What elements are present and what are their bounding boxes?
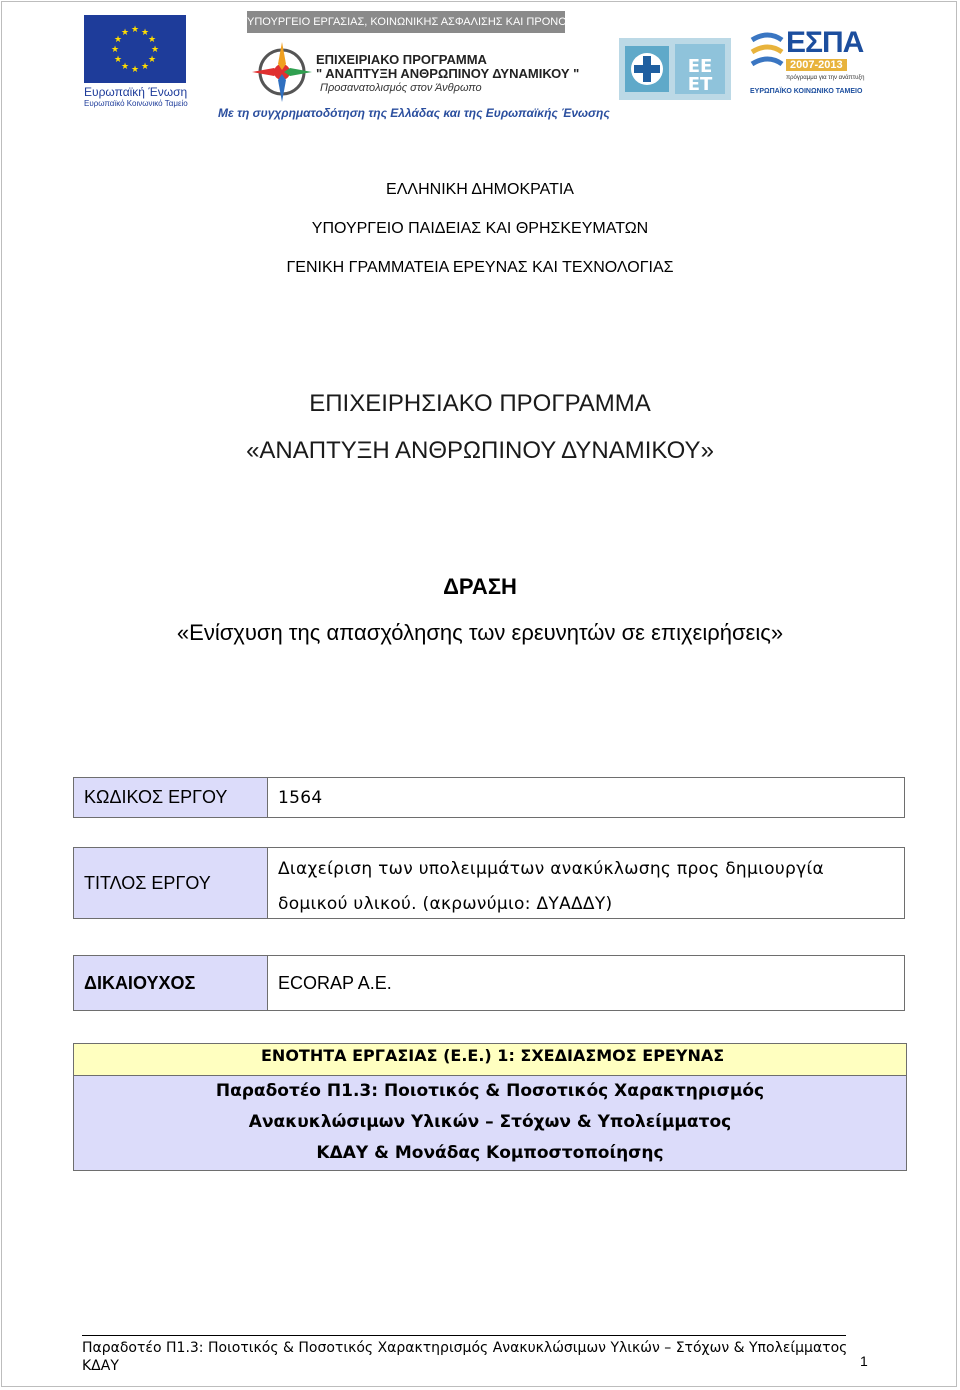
- espa-logo-title: ΕΣΠΑ: [786, 26, 864, 59]
- svg-text:★: ★: [110, 45, 120, 55]
- espa-logo-subtitle: πρόγραμμα για την ανάπτυξη: [786, 75, 865, 81]
- beneficiary-row: [73, 955, 905, 1011]
- eu-logo: [84, 15, 188, 107]
- eeet-logo-icon: [619, 38, 731, 100]
- espa-logo-years: 2007-2013: [786, 59, 847, 71]
- gov-line-secretariat: ΓΕΝΙΚΗ ΓΡΑΜΜΑΤΕΙΑ ΕΡΕΥΝΑΣ ΚΑΙ ΤΕΧΝΟΛΟΓΙΑΣ: [286, 259, 674, 276]
- svg-text:★: ★: [120, 28, 130, 38]
- eu-flag-icon: [84, 15, 186, 83]
- ep-logo-title: ΕΠΙΧΕΙΡΙΑΚΟ ΠΡΟΓΡΑΜΜΑ: [316, 52, 487, 67]
- footer-text: Παραδοτέο Π1.3: Ποιοτικός & Ποσοτικός Χαρακτηρισμός Ανακυκλώσιμων Υλικών – Στόχων & Υπολείμματος ΚΔΑΥ: [82, 1340, 848, 1374]
- ep-logo-subtitle: " ΑΝΑΠΤΥΞΗ ΑΝΘΡΩΠΙΝΟΥ ΔΥΝΑΜΙΚΟΥ ": [316, 66, 580, 81]
- project-title-row: [73, 847, 905, 919]
- programme-name: «ΑΝΑΠΤΥΞΗ ΑΝΘΡΩΠΙΝΟΥ ΔΥΝΑΜΙΚΟΥ»: [246, 437, 714, 464]
- programme-title: ΕΠΙΧΕΙΡΗΣΙΑΚΟ ΠΡΟΓΡΑΜΜΑ: [309, 390, 651, 417]
- svg-text:★: ★: [147, 35, 157, 45]
- svg-text:★: ★: [120, 62, 130, 72]
- work-package-header: ΕΝΟΤΗΤΑ ΕΡΓΑΣΙΑΣ (Ε.Ε.) 1: ΣΧΕΔΙΑΣΜΟΣ ΕΡΕΥΝΑΣ: [74, 1044, 906, 1076]
- gov-line-ministry: ΥΠΟΥΡΓΕΙΟ ΠΑΙΔΕΙΑΣ ΚΑΙ ΘΡΗΣΚΕΥΜΑΤΩΝ: [311, 220, 649, 237]
- project-code-label: ΚΩΔΙΚΟΣ ΕΡΓΟΥ: [74, 778, 268, 817]
- svg-text:★: ★: [130, 25, 140, 35]
- espa-fund-label: ΕΥΡΩΠΑΪΚΟ ΚΟΙΝΩΝΙΚΟ ΤΑΜΕΙΟ: [750, 88, 863, 95]
- page-number: 1: [860, 1353, 868, 1369]
- action-title: ΔΡΑΣΗ: [443, 574, 517, 599]
- deliverable-line1: Παραδοτέο Π1.3: Ποιοτικός & Ποσοτικός Χαρακτηρισμός: [215, 1081, 765, 1101]
- ministry-banner: ΥΠΟΥΡΓΕΙΟ ΕΡΓΑΣΙΑΣ, ΚΟΙΝΩΝΙΚΗΣ ΑΣΦΑΛΙΣΗΣ ΚΑΙ ΠΡΟΝΟΙΑΣ: [247, 11, 565, 33]
- project-code-value: 1564: [278, 787, 323, 808]
- svg-text:ΕΕ: ΕΕ: [687, 56, 713, 77]
- beneficiary-label: ΔΙΚΑΙΟΥΧΟΣ: [74, 956, 268, 1010]
- svg-text:★: ★: [113, 35, 123, 45]
- page-frame: [1, 1, 957, 1387]
- svg-text:★: ★: [150, 45, 160, 55]
- svg-text:★: ★: [140, 28, 150, 38]
- footer-rule: [82, 1335, 846, 1336]
- eu-fund-label: Ευρωπαϊκό Κοινωνικό Ταμείο: [84, 99, 188, 108]
- project-title-value: [268, 848, 904, 918]
- gov-line-republic: ΕΛΛΗΝΙΚΗ ΔΗΜΟΚΡΑΤΙΑ: [386, 181, 574, 198]
- svg-text:★: ★: [113, 55, 123, 65]
- svg-text:★: ★: [130, 65, 140, 75]
- project-title-label: ΤΙΤΛΟΣ ΕΡΓΟΥ: [74, 848, 268, 918]
- beneficiary-value: ECORAP A.E.: [278, 972, 392, 993]
- svg-text:★: ★: [140, 62, 150, 72]
- cofunding-statement: Με τη συγχρηματοδότηση της Ελλάδας και της Ευρωπαϊκής Ένωσης: [218, 106, 610, 120]
- ep-logo-motto: Προσανατολισμός στον Άνθρωπο: [320, 82, 482, 94]
- project-code-row: [73, 777, 905, 818]
- action-name: «Ενίσχυση της απασχόλησης των ερευνητών σε επιχειρήσεις»: [176, 620, 784, 645]
- svg-text:ΕΤ: ΕΤ: [687, 74, 713, 95]
- work-package-box: [73, 1043, 907, 1171]
- deliverable-line3: ΚΔΑΥ & Μονάδας Κομποστοποίησης: [316, 1143, 664, 1163]
- deliverable-line2: Ανακυκλώσιμων Υλικών – Στόχων & Υπολείμματος: [248, 1112, 732, 1132]
- eu-logo-label: Ευρωπαϊκή Ένωση: [84, 85, 188, 99]
- compass-logo-icon: [250, 40, 314, 104]
- project-title-line1: Διαχείριση των υπολειμμάτων ανακύκλωσης προς δημιουργία: [278, 859, 825, 879]
- svg-text:★: ★: [147, 55, 157, 65]
- project-title-line2: δομικού υλικού. (ακρωνύμιο: ΔΥΑΔΔΥ): [278, 894, 613, 914]
